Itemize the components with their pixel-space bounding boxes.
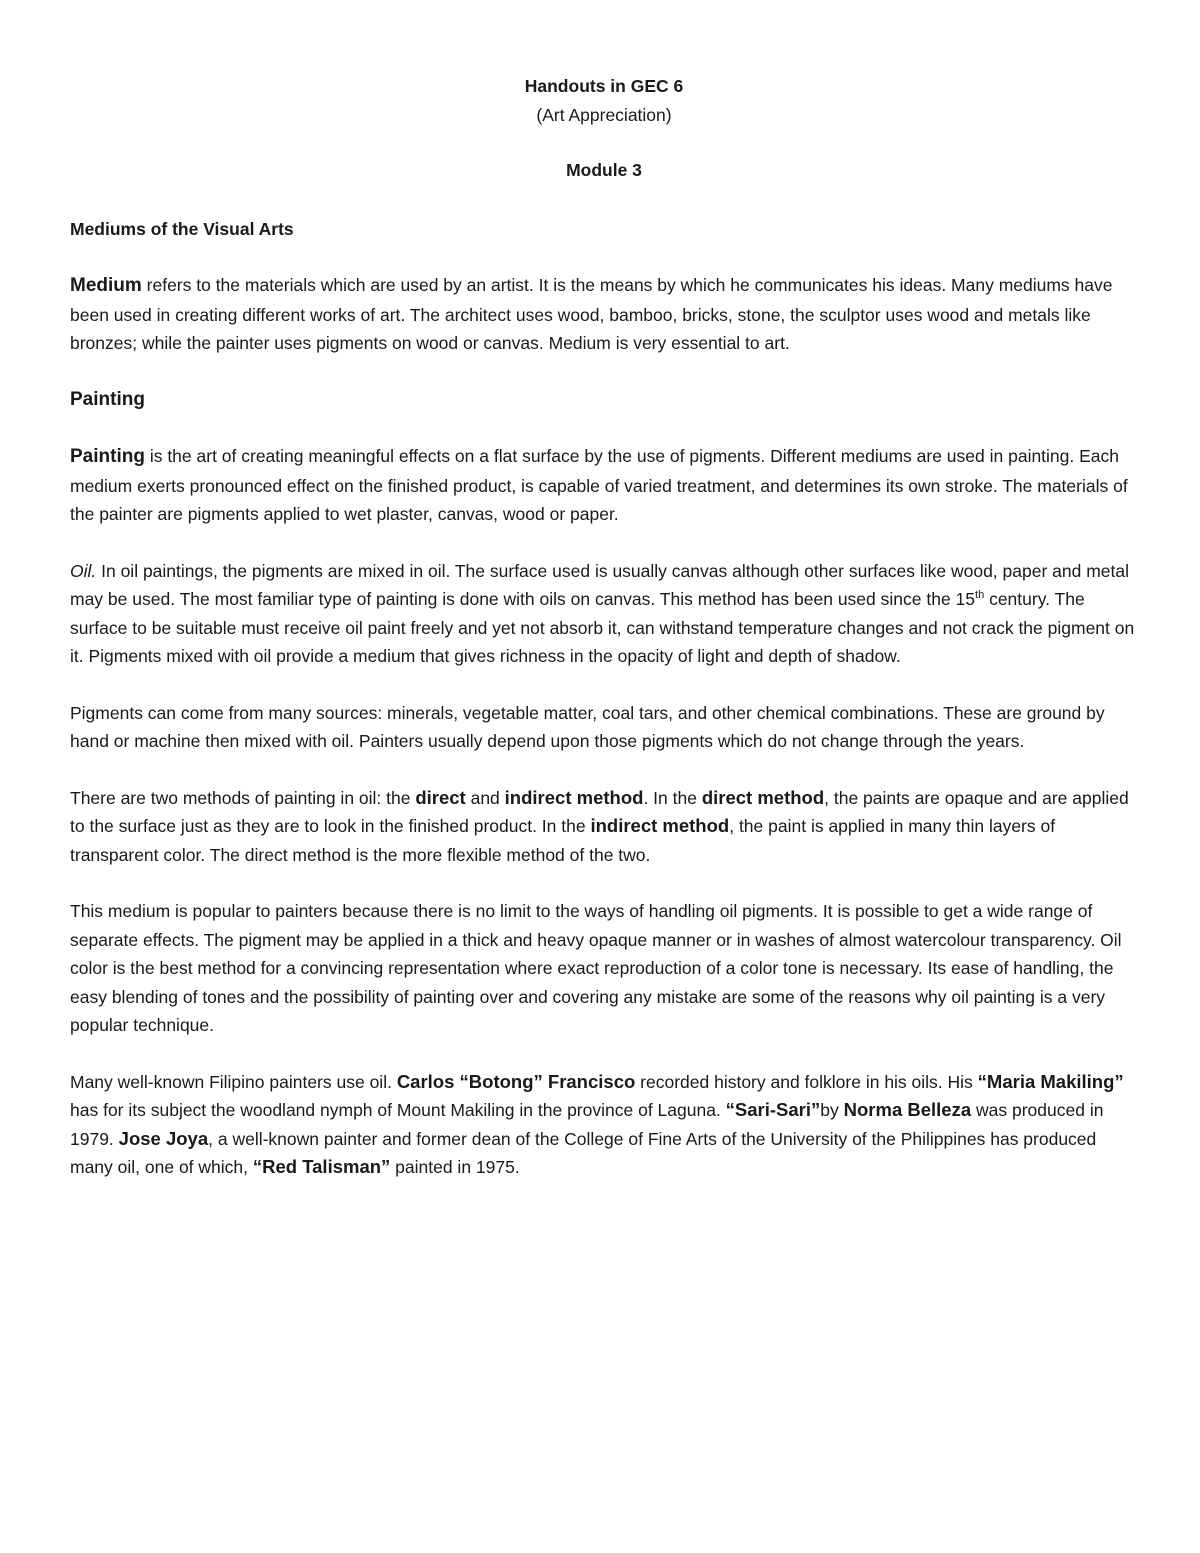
- paragraph-text: is the art of creating meaningful effects on a flat surface by the use of pigments. Different mediums are used in painting. Each medium exerts pronounced effect on the finished product, is capable of varied treatment, and determines its own stroke. The materials of the painter are pigments applied to wet plaster, canvas, wood or paper.: [70, 446, 1128, 524]
- term-medium: Medium: [70, 275, 142, 296]
- ordinal-suffix: th: [975, 589, 985, 602]
- name-jose-joya: Jose Joya: [118, 1127, 209, 1149]
- name-norma-belleza: Norma Belleza: [843, 1099, 972, 1120]
- handout-title: Handouts in GEC 6: [524, 76, 684, 96]
- paragraph-text: In oil paintings, the pigments are mixed in oil. The surface used is usually canvas although other surfaces like wood, paper and metal may be used. The most familiar type of painting is done with oils on canvas. This method has been used since the 15: [70, 560, 1130, 609]
- paragraph-methods: [70, 784, 1138, 870]
- term-indirect-method: indirect method: [590, 815, 730, 836]
- paragraph-text: recorded history and folklore in his oils. His: [635, 1071, 978, 1092]
- paragraph-text: Many well-known Filipino painters use oil.: [70, 1071, 397, 1092]
- paragraph-text: , the paint is applied in many thin layers of transparent color. The direct method is the more flexible method of the two.: [70, 816, 1056, 865]
- module-label: Module 3: [566, 160, 642, 180]
- paragraph-painting: [70, 442, 1138, 529]
- term-painting: Painting: [70, 446, 145, 467]
- term-indirect-method: indirect method: [504, 786, 644, 808]
- paragraph-text: and: [465, 787, 505, 808]
- paragraph-text: century. The surface to be suitable must receive oil paint freely and yet not absorb it, can withstand temperature changes and not crack the pigment on it. Pigments mixed with oil provide a medium that gives richness in the opacity of light and depth of shadow.: [70, 589, 1135, 666]
- handout-subtitle: (Art Appreciation): [536, 104, 672, 125]
- paragraph-text: There are two methods of painting in oil: the: [70, 787, 416, 808]
- paragraph-text: has for its subject the woodland nymph of Mount Makiling in the province of Laguna.: [70, 1100, 726, 1120]
- paragraph-text: refers to the materials which are used by an artist. It is the means by which he communicates his ideas. Many mediums have been used in creating different works of art. The architect uses wood, bamboo, bricks, stone, the sculptor uses wood and metals like bronzes; while the painter uses pigments on wood or canvas. Medium is very essential to art.: [70, 275, 1113, 353]
- title-maria-makiling: “Maria Makiling”: [977, 1070, 1124, 1092]
- title-sari-sari: “Sari-Sari”: [725, 1099, 821, 1120]
- term-direct: direct: [415, 786, 466, 808]
- paragraph-text: was produced in 1979.: [70, 1100, 1104, 1149]
- section-heading-painting: Painting: [70, 388, 145, 410]
- paragraph-pigments: Pigments can come from many sources: minerals, vegetable matter, coal tars, and other chemical combinations. These are ground by hand or machine then mixed with oil. Painters usually depend upon those pigments which do not change through the years.: [70, 702, 1105, 751]
- name-carlos-francisco: Carlos “Botong” Francisco: [396, 1070, 636, 1092]
- paragraph-text: by: [820, 1100, 844, 1120]
- term-direct-method: direct method: [701, 786, 825, 808]
- paragraph-popularity: This medium is popular to painters because there is no limit to the ways of handling oil pigments. It is possible to get a wide range of separate effects. The pigment may be applied in a thick and heavy opaque manner or in washes of almost watercolour transparency. Oil color is the best method for a convincing representation where exact reproduction of a color tone is necessary. Its ease of handling, the easy blending of tones and the possibility of painting over and covering any mistake are some of the reasons why oil painting is a very popular technique.: [70, 901, 1122, 1035]
- document-body: [70, 72, 1138, 1182]
- paragraph-text: painted in 1975.: [390, 1157, 520, 1177]
- paragraph-filipino-painters: [70, 1068, 1138, 1182]
- paragraph-oil: [70, 557, 1138, 671]
- paragraph-text: , a well-known painter and former dean of the College of Fine Arts of the University of the Philippines has produced many oil, one of which,: [70, 1128, 1097, 1177]
- section-heading-mediums: Mediums of the Visual Arts: [70, 218, 294, 239]
- paragraph-text: . In the: [643, 787, 702, 808]
- paragraph-text: , the paints are opaque and are applied to the surface just as they are to look in the finished product. In the: [70, 787, 1129, 836]
- term-oil: Oil.: [70, 560, 97, 581]
- title-red-talisman: “Red Talisman”: [252, 1156, 391, 1177]
- paragraph-medium: [70, 271, 1138, 358]
